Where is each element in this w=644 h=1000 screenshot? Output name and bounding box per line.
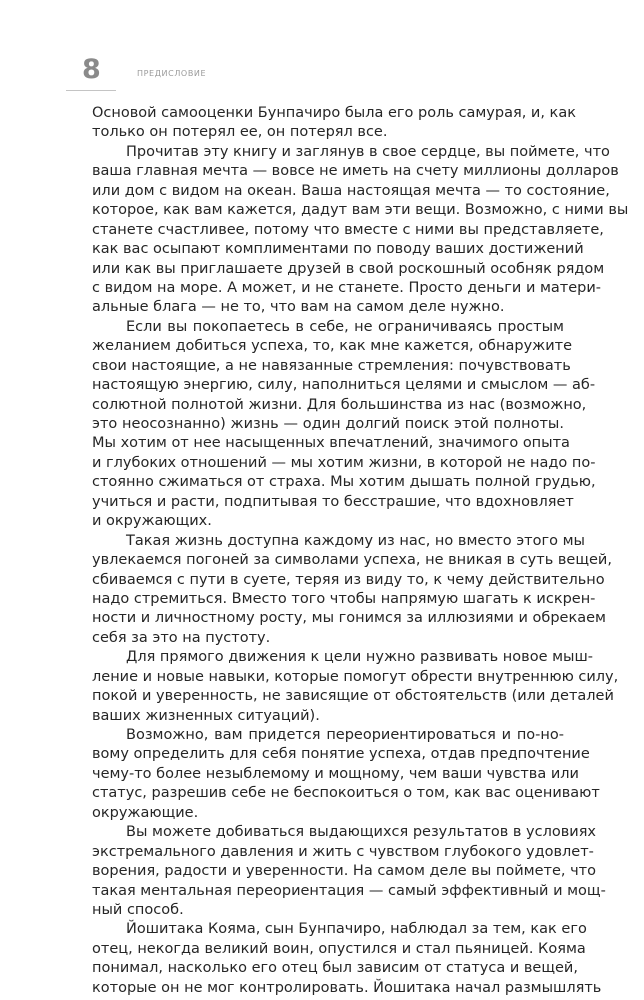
text-line: понимал, насколько его отец был зависим от статуса и вещей, — [92, 960, 578, 977]
text-line: настоящую энергию, силу, наполниться целями и смыслом — аб- — [92, 377, 596, 394]
text-line: ворения, радости и уверенности. На самом деле вы поймете, что — [92, 863, 596, 880]
text-line: сбиваемся с пути в суете, теряя из виду то, к чему действительно — [92, 571, 605, 588]
text-line: ности и личностному росту, мы гонимся за иллюзиями и обрекаем — [92, 610, 606, 627]
text-line: Возможно, вам придется переориентироваться и по-но- — [126, 727, 564, 743]
text-line: Если вы покопаетесь в себе, не ограничиваясь простым — [126, 318, 564, 335]
paragraph — [92, 532, 612, 649]
paragraph — [92, 648, 619, 726]
text-line: ваша главная мечта — вовсе не иметь на счету миллионы долларов — [92, 163, 619, 180]
text-line: покой и уверенность, не зависящие от обстоятельств (или деталей — [92, 688, 614, 705]
text-line: Такая жизнь доступна каждому из нас, но вместо этого мы — [126, 532, 585, 549]
text-line: или как вы приглашаете друзей в свой роскошный особняк рядом — [92, 260, 605, 277]
text-line: и окружающих. — [92, 513, 212, 530]
paragraph — [92, 823, 606, 920]
page-number: 8 — [82, 54, 101, 85]
page-header — [66, 54, 578, 94]
text-line: которые он не мог контролировать. Йошитака начал размышлять — [92, 979, 602, 996]
text-line: альные блага — не то, что вам на самом деле нужно. — [92, 299, 505, 316]
paragraph — [92, 143, 629, 318]
text-line: ление и новые навыки, которые помогут обрести внутреннюю силу, — [92, 668, 619, 685]
text-line: вому определить для себя понятие успеха, отдав предпочтение — [92, 746, 590, 763]
text-line: увлекаемся погоней за символами успеха, не вникая в суть вещей, — [92, 552, 612, 569]
text-line: станете счастливее, потому что вместе с ними вы представляете, — [92, 221, 604, 238]
section-title: ПРЕДИСЛОВИЕ — [137, 69, 207, 78]
text-line: себя за это на пустоту. — [92, 629, 271, 646]
text-line: Вы можете добиваться выдающихся результатов в условиях — [126, 824, 596, 841]
text-line: экстремального давления и жить с чувством глубокого удовлет- — [92, 843, 594, 860]
text-line: чему-то более незыблемому и мощному, чем ваши чувства или — [92, 765, 579, 782]
text-line: с видом на море. А может, и не станете. Просто деньги и матери- — [92, 279, 602, 296]
text-line: стоянно сжиматься от страха. Мы хотим дышать полной грудью, — [92, 474, 596, 491]
text-line: солютной полнотой жизни. Для большинства из нас (возможно, — [92, 396, 587, 413]
header-rule — [66, 90, 116, 91]
text-line: Основой самооценки Бунпачиро была его роль самурая, и, как — [92, 105, 576, 121]
text-line: такая ментальная переориентация — самый эффективный и мощ- — [92, 882, 606, 899]
paragraph — [92, 104, 576, 143]
paragraph — [92, 726, 600, 823]
text-line: это неосознанно) жизнь — один долгий поиск этой полноты. — [92, 416, 564, 432]
text-line: желанием добиться успеха, то, как мне кажется, обнаружите — [92, 338, 573, 355]
paragraph — [92, 318, 596, 532]
text-line: надо стремиться. Вместо того чтобы напрямую шагать к искрен- — [92, 590, 596, 607]
text-line: Прочитав эту книгу и заглянув в свое сердце, вы поймете, что — [126, 143, 610, 160]
text-line: которое, как вам кажется, дадут вам эти вещи. Возможно, с ними вы — [92, 202, 629, 219]
body-text — [92, 104, 629, 998]
text-line: только он потерял ее, он потерял все. — [92, 124, 388, 141]
text-line: свои настоящие, а не навязанные стремления: почувствовать — [92, 357, 571, 374]
text-line: Мы хотим от нее насыщенных впечатлений, значимого опыта — [92, 435, 570, 452]
text-line: или дом с видом на океан. Ваша настоящая мечта — то состояние, — [92, 182, 610, 199]
text-line: отец, некогда великий воин, опустился и стал пьяницей. Кояма — [92, 940, 586, 957]
text-line: статус, разрешив себе не беспокоиться о том, как вас оценивают — [92, 785, 600, 802]
text-line: и глубоких отношений — мы хотим жизни, в которой не надо по- — [92, 454, 596, 471]
text-line: учиться и расти, подпитывая то бесстрашие, что вдохновляет — [92, 493, 574, 510]
text-line: как вас осыпают комплиментами по поводу ваших достижений — [92, 241, 584, 258]
text-line: окружающие. — [92, 804, 199, 821]
paragraph — [92, 920, 602, 998]
text-line: ный способ. — [92, 901, 184, 918]
text-line: Для прямого движения к цели нужно развивать новое мыш- — [126, 649, 593, 666]
text-line: Йошитака Кояма, сын Бунпачиро, наблюдал за тем, как его — [126, 921, 587, 938]
text-line: ваших жизненных ситуаций). — [92, 707, 320, 724]
